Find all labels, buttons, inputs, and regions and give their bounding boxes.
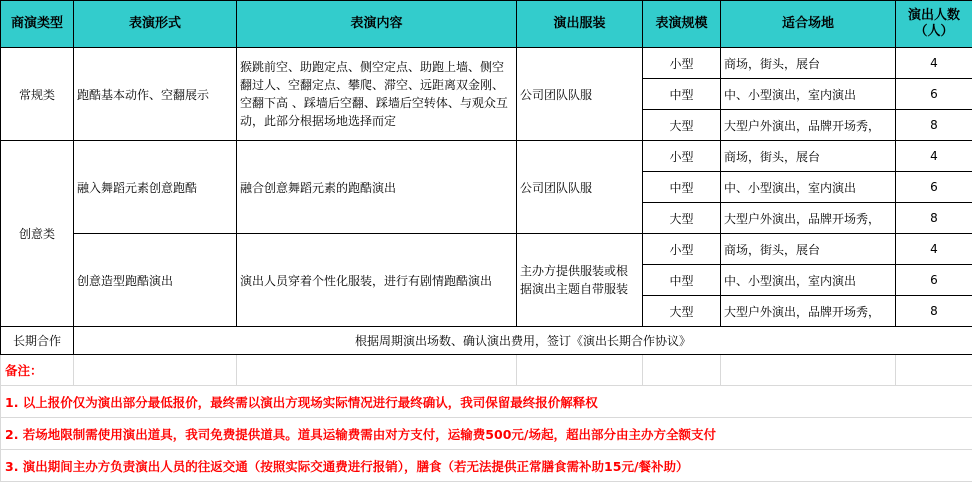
- header-count: 演出人数（人）: [896, 1, 972, 48]
- note-row: [1, 450, 972, 482]
- note-item: 3. 演出期间主办方负责演出人员的往返交通（按照实际交通费进行报销），膳食（若无法提供正常膳食需补助15元/餐补助）: [1, 450, 972, 482]
- type-cell: 创意类: [1, 141, 74, 327]
- count-cell: 4: [896, 234, 972, 265]
- note-item: 1. 以上报价仅为演出部分最低报价，最终需以演出方现场实际情况进行最终确认，我司保留最终报价解释权: [1, 386, 972, 418]
- scale-cell: 中型: [643, 79, 721, 110]
- venue-cell: 商场，街头，展台: [721, 48, 896, 79]
- form-cell: 创意造型跑酷演出: [74, 234, 237, 327]
- long-term-row: [1, 327, 972, 355]
- table-row: [1, 141, 972, 172]
- venue-cell: 中、小型演出，室内演出: [721, 79, 896, 110]
- header-costume: 演出服装: [517, 1, 643, 48]
- costume-cell: 公司团队队服: [517, 141, 643, 234]
- scale-cell: 小型: [643, 48, 721, 79]
- blank-cell: [721, 355, 896, 386]
- blank-cell: [896, 355, 972, 386]
- venue-cell: 商场，街头，展台: [721, 141, 896, 172]
- venue-cell: 中、小型演出，室内演出: [721, 265, 896, 296]
- venue-cell: 大型户外演出，品牌开场秀，: [721, 296, 896, 327]
- count-cell: 8: [896, 296, 972, 327]
- long-term-text: 根据周期演出场数、确认演出费用，签订《演出长期合作协议》: [74, 327, 972, 355]
- header-scale: 表演规模: [643, 1, 721, 48]
- type-cell: 常规类: [1, 48, 74, 141]
- scale-cell: 小型: [643, 234, 721, 265]
- long-term-type: 长期合作: [1, 327, 74, 355]
- content-cell: 融合创意舞蹈元素的跑酷演出: [237, 141, 517, 234]
- note-row: [1, 386, 972, 418]
- costume-cell: 公司团队队服: [517, 48, 643, 141]
- count-cell: 6: [896, 172, 972, 203]
- scale-cell: 大型: [643, 296, 721, 327]
- content-cell: 猴跳前空、助跑定点、侧空定点、助跑上墙、侧空翻过人、空翻定点、攀爬、滞空、远距离双金刚、空翻下高 、踩墙后空翻、踩墙后空转体、与观众互动，此部分根据场地选择而定: [237, 48, 517, 141]
- blank-cell: [74, 355, 237, 386]
- scale-cell: 小型: [643, 141, 721, 172]
- header-content: 表演内容: [237, 1, 517, 48]
- note-item: 2. 若场地限制需使用演出道具，我司免费提供道具。道具运输费需由对方支付，运输费500元/场起，超出部分由主办方全额支付: [1, 418, 972, 450]
- scale-cell: 大型: [643, 110, 721, 141]
- count-cell: 6: [896, 79, 972, 110]
- scale-cell: 大型: [643, 203, 721, 234]
- scale-cell: 中型: [643, 265, 721, 296]
- venue-cell: 商场，街头，展台: [721, 234, 896, 265]
- notes-title: 备注：: [1, 355, 74, 386]
- header-type: 商演类型: [1, 1, 74, 48]
- header-venue: 适合场地: [721, 1, 896, 48]
- blank-cell: [643, 355, 721, 386]
- note-row: [1, 418, 972, 450]
- count-cell: 4: [896, 48, 972, 79]
- blank-cell: [237, 355, 517, 386]
- table-row: [1, 234, 972, 265]
- table-row: [1, 48, 972, 79]
- count-cell: 8: [896, 203, 972, 234]
- form-cell: 融入舞蹈元素创意跑酷: [74, 141, 237, 234]
- blank-cell: [517, 355, 643, 386]
- scale-cell: 中型: [643, 172, 721, 203]
- header-row: [1, 1, 972, 48]
- notes-title-row: [1, 355, 972, 386]
- venue-cell: 大型户外演出，品牌开场秀，: [721, 110, 896, 141]
- count-cell: 6: [896, 265, 972, 296]
- header-form: 表演形式: [74, 1, 237, 48]
- venue-cell: 大型户外演出，品牌开场秀，: [721, 203, 896, 234]
- form-cell: 跑酷基本动作、空翻展示: [74, 48, 237, 141]
- venue-cell: 中、小型演出，室内演出: [721, 172, 896, 203]
- count-cell: 4: [896, 141, 972, 172]
- costume-cell: 主办方提供服装或根据演出主题自带服装: [517, 234, 643, 327]
- count-cell: 8: [896, 110, 972, 141]
- content-cell: 演出人员穿着个性化服装，进行有剧情跑酷演出: [237, 234, 517, 327]
